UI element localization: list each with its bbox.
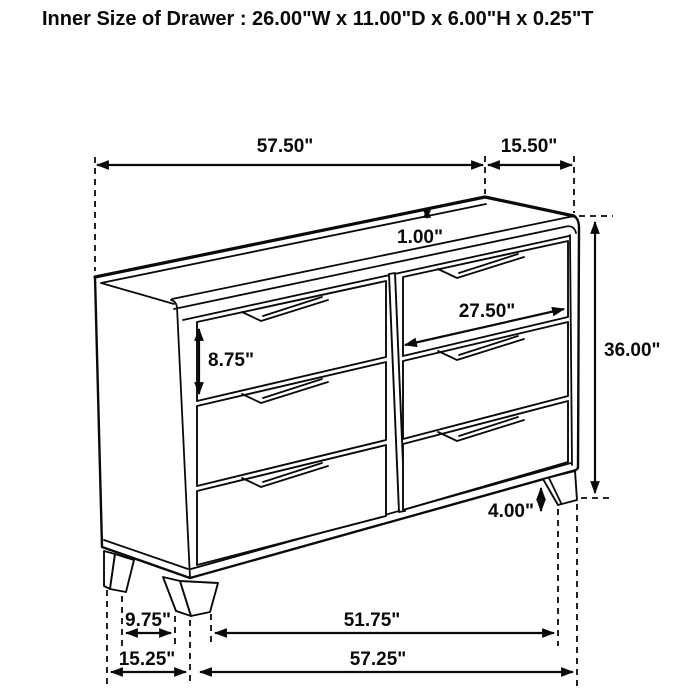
dim-front-leg-clearance-label: 51.75" bbox=[343, 610, 401, 631]
dim-leg-height-label: 4.00" bbox=[488, 501, 534, 522]
dim-overall-height-label: 36.00" bbox=[604, 340, 661, 361]
dim-top-width-label: 57.50" bbox=[256, 136, 314, 157]
dim-footprint-depth bbox=[111, 649, 186, 672]
dim-overall-height bbox=[595, 222, 661, 493]
dim-footprint-depth-label: 15.25" bbox=[118, 649, 176, 670]
dim-top-thickness-label: 1.00" bbox=[397, 227, 443, 248]
dim-top-depth bbox=[488, 136, 572, 165]
dim-leg-clearance-depth-label: 9.75" bbox=[125, 610, 171, 631]
dim-leg-clearance-depth bbox=[125, 610, 171, 633]
dim-top-width bbox=[97, 136, 483, 165]
dim-drawer-height-label: 8.75" bbox=[208, 350, 254, 371]
front-left-leg bbox=[163, 577, 218, 616]
dim-front-leg-clearance bbox=[215, 610, 554, 633]
dim-top-depth-label: 15.50" bbox=[500, 136, 558, 157]
page-title: Inner Size of Drawer : 26.00"W x 11.00"D x 6.00"H x 0.25"T bbox=[42, 8, 594, 30]
dim-footprint-width bbox=[200, 649, 573, 672]
dim-footprint-width-label: 57.25" bbox=[349, 649, 407, 670]
dim-drawer-width-label: 27.50" bbox=[458, 301, 516, 322]
